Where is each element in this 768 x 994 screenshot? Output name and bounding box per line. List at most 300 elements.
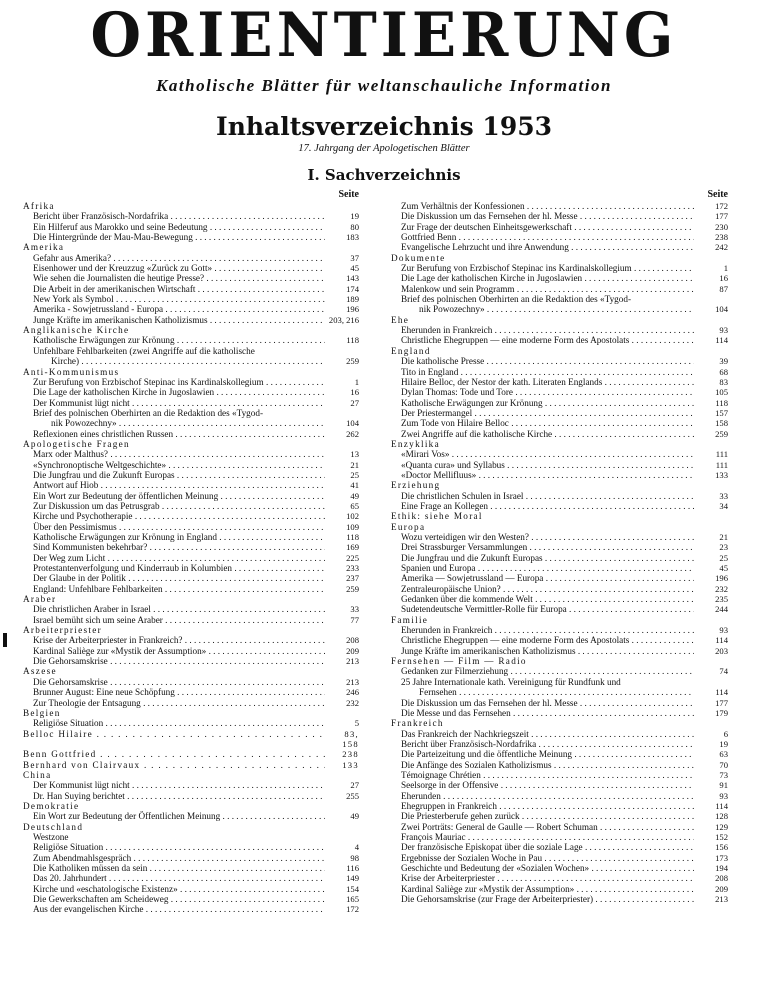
page-number: 208: [715, 873, 728, 884]
entry-title: Zwei Porträts: General de Gaulle — Robert Schuman . . .: [401, 822, 694, 832]
page-number: 33: [719, 490, 728, 501]
page-number: 37: [350, 252, 359, 263]
index-entry: [23, 491, 359, 501]
index-entry: [391, 625, 728, 635]
entry-title: Unfehlbare Fehlbarkeiten (zwei Angriffe auf die katholische: [33, 345, 255, 356]
page-number: 19: [350, 211, 359, 222]
page-number: 114: [715, 800, 728, 811]
index-section-heading: Arbeiterpriester: [23, 625, 102, 636]
entry-title: Die Messe und das Fernsehen . . .: [401, 708, 694, 718]
page-number: 244: [715, 604, 728, 615]
index-entry: [391, 573, 728, 583]
page-number: 19: [719, 738, 728, 749]
entry-title: Eine Frage an Kollegen . . .: [401, 501, 694, 511]
entry-title: Katholische Erwägungen zur Krönung . . .: [401, 398, 694, 408]
entry-title: Religiöse Situation . . .: [33, 718, 325, 728]
page-number: 5: [354, 718, 359, 729]
page-number: 242: [715, 242, 728, 253]
page-number: 80: [350, 221, 359, 232]
index-entry: [23, 480, 359, 490]
entry-title: Geschichte und Bedeutung der «Sozialen Wochen» . . .: [401, 863, 694, 873]
entry-title: Zur Theologie der Entsagung . . .: [33, 698, 325, 708]
page-number: 177: [715, 211, 728, 222]
index-entry: [23, 884, 359, 894]
page-number: 114: [715, 335, 728, 346]
entry-title: nik Powozechny» . . .: [51, 418, 325, 428]
index-section-heading: [23, 749, 359, 759]
index-entry: [391, 677, 728, 687]
entry-title: Eherunden in Frankreich . . .: [401, 625, 694, 635]
entry-title: Die Gehorsamskrise . . .: [33, 656, 325, 666]
index-section-heading: Erziehung: [391, 480, 441, 491]
entry-title: Eherunden in Frankreich . . .: [401, 325, 694, 335]
index-section-heading: Demokratie: [23, 800, 80, 811]
page-number: 208: [346, 635, 359, 646]
page-number: 173: [715, 852, 728, 863]
page-number: 49: [350, 490, 359, 501]
entry-title: Die katholische Presse . . .: [401, 356, 694, 366]
page-number: 233: [346, 563, 359, 574]
entry-title: Kardinal Saliège zur «Mystik der Assumption» . . .: [401, 884, 694, 894]
page-number: 238: [715, 232, 728, 243]
index-section-heading: [23, 729, 359, 750]
entry-title: Die christlichen Araber in Israel . . .: [33, 604, 325, 614]
index-section-heading: Frankreich: [391, 718, 444, 729]
index-entry: [23, 791, 359, 801]
index-entry: [391, 398, 728, 408]
entry-title: Reflexionen eines christlichen Russen . . .: [33, 429, 325, 439]
index-entry: [23, 335, 359, 345]
index-entry: [23, 263, 359, 273]
entry-title: Zur Frage der deutschen Einheitsgewerkschaft . . .: [401, 222, 694, 232]
entry-title: Die Lage der katholischen Kirche in Jugoslawien . . .: [33, 387, 325, 397]
entry-title: Dylan Thomas: Tode und Tore . . .: [401, 387, 694, 397]
page-number: 172: [715, 201, 728, 211]
page-number: 77: [350, 614, 359, 625]
page-number: 93: [719, 325, 728, 336]
page-number: 209: [715, 883, 728, 894]
entry-title: Malenkow und sein Programm . . .: [401, 284, 694, 294]
entry-title: Die Gewerkschaften am Scheideweg . . .: [33, 894, 325, 904]
index-entry: [23, 294, 359, 304]
index-entry: [23, 211, 359, 221]
page-number: 156: [715, 842, 728, 853]
entry-title: Zentraleuropäische Union? . . .: [401, 584, 694, 594]
page-number: 213: [715, 894, 728, 905]
page-number: 179: [715, 707, 728, 718]
index-entry: [391, 335, 728, 345]
page-number: 104: [715, 304, 728, 315]
entry-title: Gottfried Benn . . .: [401, 232, 694, 242]
page-number: 1: [354, 376, 359, 387]
left-column: [23, 190, 359, 915]
page-number: 63: [719, 749, 728, 760]
index-entry: [23, 532, 359, 542]
index-entry: [23, 542, 359, 552]
entry-title: Témoignage Chrétien . . .: [401, 770, 694, 780]
page-number: 16: [719, 273, 728, 284]
page-number: 230: [715, 221, 728, 232]
index-entry: [391, 553, 728, 563]
index-entry: [23, 687, 359, 697]
index-section-heading: Familie: [391, 614, 429, 625]
entry-title: Die Parteizeitung und die öffentliche Meinung . . .: [401, 749, 694, 759]
entry-title: Belloc Hilaire . . .: [23, 729, 325, 750]
entry-title: Hilaire Belloc, der Nestor der kath. Literaten Englands . . .: [401, 377, 694, 387]
entry-title: Wie sehen die Journalisten die heutige Presse? . . .: [33, 273, 325, 283]
entry-title: Die Jungfrau und die Zukunft Europas . . .: [33, 470, 325, 480]
entry-title: Der Priestermangel . . .: [401, 408, 694, 418]
index-entry: [391, 304, 728, 314]
index-section-heading: Aszese: [23, 666, 57, 677]
page-number: 174: [346, 283, 359, 294]
index-entry: [23, 563, 359, 573]
page-number: 255: [346, 790, 359, 801]
page-number: 105: [715, 387, 728, 398]
index-entry: [391, 242, 728, 252]
index-entry: [23, 677, 359, 687]
page-number: 177: [715, 697, 728, 708]
entry-title: Amerika — Sowjetrussland — Europa . . .: [401, 573, 694, 583]
entry-title: Ehegruppen in Frankreich . . .: [401, 801, 694, 811]
index-entry: [391, 284, 728, 294]
index-entry: [23, 646, 359, 656]
page-number: 262: [346, 428, 359, 439]
entry-title: Drei Strassburger Versammlungen . . .: [401, 542, 694, 552]
entry-title: Brunner August: Eine neue Schöpfung . . .: [33, 687, 325, 697]
index-section-heading: Anti-Kommunismus: [23, 366, 120, 377]
page-number: 27: [350, 397, 359, 408]
index-entry: [23, 377, 359, 387]
entry-title: Gefahr aus Amerika? . . .: [33, 253, 325, 263]
entry-title: Die Katholiken müssen da sein . . .: [33, 863, 325, 873]
index-entry: [23, 615, 359, 625]
margin-mark: [3, 633, 7, 647]
page-number: 213: [346, 676, 359, 687]
page-number: 41: [350, 480, 359, 491]
index-entry: [391, 842, 728, 852]
index-entry: [391, 687, 728, 697]
page-number: 114: [715, 687, 728, 698]
entry-title: Eherunden . . .: [401, 791, 694, 801]
index-entry: [391, 801, 728, 811]
page-number: 194: [715, 863, 728, 873]
page-number: 189: [346, 294, 359, 305]
page-column-header: Seite: [338, 189, 359, 200]
index-entry: [391, 666, 728, 676]
page-number: 93: [719, 790, 728, 801]
index-entry: [391, 367, 728, 377]
index-entry: [391, 491, 728, 501]
index-entry: [23, 408, 359, 418]
entry-title: Krise der Arbeiterpriester in Frankreich? . . .: [33, 635, 325, 645]
entry-title: Krise der Arbeiterpriester . . .: [401, 873, 694, 883]
index-entry: [23, 604, 359, 614]
page-number: [694, 294, 728, 304]
index-entry: [23, 315, 359, 325]
page-number: 128: [715, 811, 728, 822]
index-entry: [391, 739, 728, 749]
entry-title: Junge Kräfte im amerikanischen Katholizismus . . .: [33, 315, 325, 325]
page-number: 21: [719, 532, 728, 542]
page-number: 213: [346, 656, 359, 667]
index-entry: [23, 398, 359, 408]
index-entry: [391, 294, 728, 304]
index-entry: [391, 222, 728, 232]
index-entry: [391, 356, 728, 366]
index-section-heading: Europa: [391, 521, 426, 532]
index-entry: [23, 718, 359, 728]
entry-title: Brief des polnischen Oberhirten an die Redaktion des «Tygod-: [401, 294, 632, 305]
entry-title: Kardinal Saliège zur «Mystik der Assumption» . . .: [33, 646, 325, 656]
entry-title: Der Weg zum Licht . . .: [33, 553, 325, 563]
index-entry: [391, 646, 728, 656]
page-number: 246: [346, 687, 359, 698]
entry-title: Bericht über Französisch-Nordafrika . . .: [401, 739, 694, 749]
entry-title: Kirche und «eschatologische Existenz» . . .: [33, 884, 325, 894]
index-entry: [23, 635, 359, 645]
page-number: 102: [346, 511, 359, 522]
entry-title: Kirche und Psychotherapie . . .: [33, 511, 325, 521]
page-number: [694, 677, 728, 687]
index-section-heading: Anglikanische Kirche: [23, 325, 130, 336]
index-entry: [23, 698, 359, 708]
entry-title: Bericht über Französisch-Nordafrika . . .: [33, 211, 325, 221]
page-number: 129: [715, 821, 728, 832]
index-entry: [23, 553, 359, 563]
index-entry: [391, 863, 728, 873]
entry-title: nik Powozechny» . . .: [419, 304, 694, 314]
page-number: 91: [719, 780, 728, 791]
index-entry: [391, 377, 728, 387]
entry-title: Gedanken über die kommende Welt . . .: [401, 594, 694, 604]
page-number: 23: [719, 542, 728, 553]
entry-title: Das Frankreich der Nachkriegszeit . . .: [401, 729, 694, 739]
entry-title: Fernsehen . . .: [419, 687, 694, 697]
index-entry: [23, 470, 359, 480]
entry-title: Die Jungfrau und die Zukunft Europas . . .: [401, 553, 694, 563]
page-number: 70: [719, 759, 728, 770]
page-number: 4: [354, 842, 359, 853]
entry-title: Die Gehorsamskrise . . .: [33, 677, 325, 687]
index-entry: [391, 894, 728, 904]
entry-title: England: Unfehlbare Fehlbarkeiten . . .: [33, 584, 325, 594]
index-entry: [23, 284, 359, 294]
index-entry: [23, 656, 359, 666]
index-entry: [391, 470, 728, 480]
page-number: 49: [350, 811, 359, 822]
index-entry: [23, 429, 359, 439]
page-number: 25: [350, 469, 359, 480]
entry-title: Der Kommunist lügt nicht . . .: [33, 780, 325, 790]
entry-title: Eisenhower und der Kreuzzug «Zurück zu Gott» . . .: [33, 263, 325, 273]
page-number: [325, 408, 359, 418]
page-number: 83, 158: [342, 728, 359, 749]
index-entry: [23, 232, 359, 242]
index-entry: [391, 749, 728, 759]
page-number: 259: [346, 583, 359, 594]
page-number: 87: [719, 283, 728, 294]
entry-title: Zum Abendmahlsgespräch . . .: [33, 853, 325, 863]
index-entry: [23, 522, 359, 532]
entry-title: Junge Kräfte im amerikanischen Katholizismus . . .: [401, 646, 694, 656]
entry-title: Der französische Episkopat über die soziale Lage . . .: [401, 842, 694, 852]
index-entry: [391, 273, 728, 283]
index-entry: [391, 532, 728, 542]
index-entry: [391, 211, 728, 221]
page-number: 225: [346, 552, 359, 563]
entry-title: Sudetendeutsche Vermittler-Rolle für Europa . . .: [401, 604, 694, 614]
section-title: I. Sachverzeichnis: [307, 166, 461, 184]
page-number: 73: [719, 769, 728, 780]
page-number: 196: [715, 573, 728, 584]
entry-title: «Quanta cura» und Syllabus . . .: [401, 460, 694, 470]
index-entry: [391, 770, 728, 780]
entry-title: New York als Symbol . . .: [33, 294, 325, 304]
index-entry: [23, 418, 359, 428]
index-entry: [391, 760, 728, 770]
index-entry: [23, 501, 359, 511]
page-number: 143: [346, 273, 359, 284]
page-number: 27: [350, 780, 359, 791]
entry-title: Dr. Han Suying berichtet . . .: [33, 791, 325, 801]
page-number: 172: [346, 904, 359, 915]
index-section-heading: [23, 760, 359, 770]
index-section-heading: Enzyklika: [391, 438, 440, 449]
page-number: 165: [346, 894, 359, 905]
index-title: Inhaltsverzeichnis 1953: [216, 112, 552, 141]
index-entry: [23, 811, 359, 821]
page-number: 209: [346, 645, 359, 656]
entry-title: Zur Diskussion um das Petrusgrab . . .: [33, 501, 325, 511]
entry-title: Die Arbeit in der amerikanischen Wirtschaft . . .: [33, 284, 325, 294]
page-number: 203: [715, 645, 728, 656]
entry-title: François Mauriac . . .: [401, 832, 694, 842]
page-number: 65: [350, 500, 359, 511]
right-column: [391, 190, 728, 904]
entry-title: Die Anfänge des Sozialen Katholizismus . . .: [401, 760, 694, 770]
index-entry: [391, 635, 728, 645]
index-entry: [391, 429, 728, 439]
entry-title: Sind Kommunisten bekehrbar? . . .: [33, 542, 325, 552]
index-entry: [391, 708, 728, 718]
entry-title: Ein Wort zur Bedeutung der öffentlichen Meinung . . .: [33, 491, 325, 501]
entry-title: Zum Tode von Hilaire Belloc . . .: [401, 418, 694, 428]
page-number: 154: [346, 883, 359, 894]
entry-title: Seelsorge in der Offensive . . .: [401, 780, 694, 790]
entry-title: Die Gehorsamskrise (zur Frage der Arbeiterpriester) . . .: [401, 894, 694, 904]
page-number: 114: [715, 635, 728, 646]
index-entry: [391, 780, 728, 790]
index-entry: [391, 263, 728, 273]
entry-title: Der Glaube in der Politik . . .: [33, 573, 325, 583]
page-number: 259: [715, 428, 728, 439]
page-number: 118: [346, 532, 359, 542]
entry-title: Die Priesterberufe gehen zurück . . .: [401, 811, 694, 821]
entry-title: Israel bemüht sich um seine Araber . . .: [33, 615, 325, 625]
page-number: 169: [346, 542, 359, 553]
entry-title: Religiöse Situation . . .: [33, 842, 325, 852]
index-entry: [391, 832, 728, 842]
entry-title: Bernhard von Clairvaux . . .: [23, 760, 325, 770]
index-entry: [391, 201, 728, 211]
page-number: 203, 216: [328, 314, 359, 325]
index-entry: [23, 894, 359, 904]
entry-title: Tito in England . . .: [401, 367, 694, 377]
page-number: 183: [346, 232, 359, 243]
index-entry: [23, 387, 359, 397]
index-entry: [391, 791, 728, 801]
entry-title: Gedanken zur Filmerziehung . . .: [401, 666, 694, 676]
page-number: 157: [715, 407, 728, 418]
page-number: 133: [342, 759, 359, 770]
page-number: [325, 346, 359, 356]
index-section-heading: Ehe: [391, 314, 410, 325]
index-entry: [391, 501, 728, 511]
page-number: 16: [350, 387, 359, 398]
index-section-heading: Fernsehen — Film — Radio: [391, 656, 527, 667]
page-number: 21: [350, 459, 359, 470]
entry-title: Die Diskussion um das Fernsehen der hl. Messe . . .: [401, 698, 694, 708]
index-entry: [23, 863, 359, 873]
index-entry: [391, 584, 728, 594]
index-entry: [391, 563, 728, 573]
index-section-heading: Afrika: [23, 201, 55, 211]
entry-title: «Synchronoptische Weltgeschichte» . . .: [33, 460, 325, 470]
entry-title: Evangelische Lehrzucht und ihre Anwendung . . .: [401, 242, 694, 252]
page-number: 118: [346, 335, 359, 346]
index-section-heading: Ethik: siehe Moral: [391, 511, 483, 522]
entry-title: «Doctor Mellifluus» . . .: [401, 470, 694, 480]
page-number: 158: [715, 418, 728, 429]
page-number: 1: [723, 263, 728, 274]
index-entry: [23, 356, 359, 366]
page-number: 93: [719, 625, 728, 636]
entry-title: Amerika - Sowjetrussland - Europa . . .: [33, 304, 325, 314]
page-number: 104: [346, 418, 359, 429]
page-number: 237: [346, 573, 359, 584]
index-entry: [23, 573, 359, 583]
entry-title: Die Lage der katholischen Kirche in Jugoslawien . . .: [401, 273, 694, 283]
entry-title: Antwort auf Hiob . . .: [33, 480, 325, 490]
index-entry: [23, 873, 359, 883]
index-section-heading: Apologetische Fragen: [23, 438, 130, 449]
index-entry: [23, 853, 359, 863]
index-subtitle: 17. Jahrgang der Apologetischen Blätter: [298, 143, 470, 154]
entry-title: Die Hintergründe der Mau-Mau-Bewegung . . .: [33, 232, 325, 242]
entry-title: Protestantenverfolgung und Kinderraub in Kolumbien . . .: [33, 563, 325, 573]
entry-title: Benn Gottfried . . .: [23, 749, 325, 759]
index-entry: [23, 584, 359, 594]
index-entry: [391, 873, 728, 883]
index-entry: [23, 449, 359, 459]
page-number: 98: [350, 852, 359, 863]
index-entry: [391, 387, 728, 397]
index-entry: [23, 460, 359, 470]
page-number: 149: [346, 873, 359, 884]
page-number: 13: [350, 449, 359, 460]
entry-title: Aus der evangelischen Kirche . . .: [33, 904, 325, 914]
page-number: 232: [346, 697, 359, 708]
index-section-heading: Deutschland: [23, 821, 84, 832]
index-entry: [391, 884, 728, 894]
index-entry: [23, 273, 359, 283]
entry-title: Zum Verhältnis der Konfessionen . . .: [401, 201, 694, 211]
entry-title: Zur Berufung von Erzbischof Stepinac ins Kardinalskollegium . . .: [401, 263, 694, 273]
entry-title: Über den Pessimismus . . .: [33, 522, 325, 532]
index-entry: [391, 853, 728, 863]
entry-title: Kirche) . . .: [51, 356, 325, 366]
